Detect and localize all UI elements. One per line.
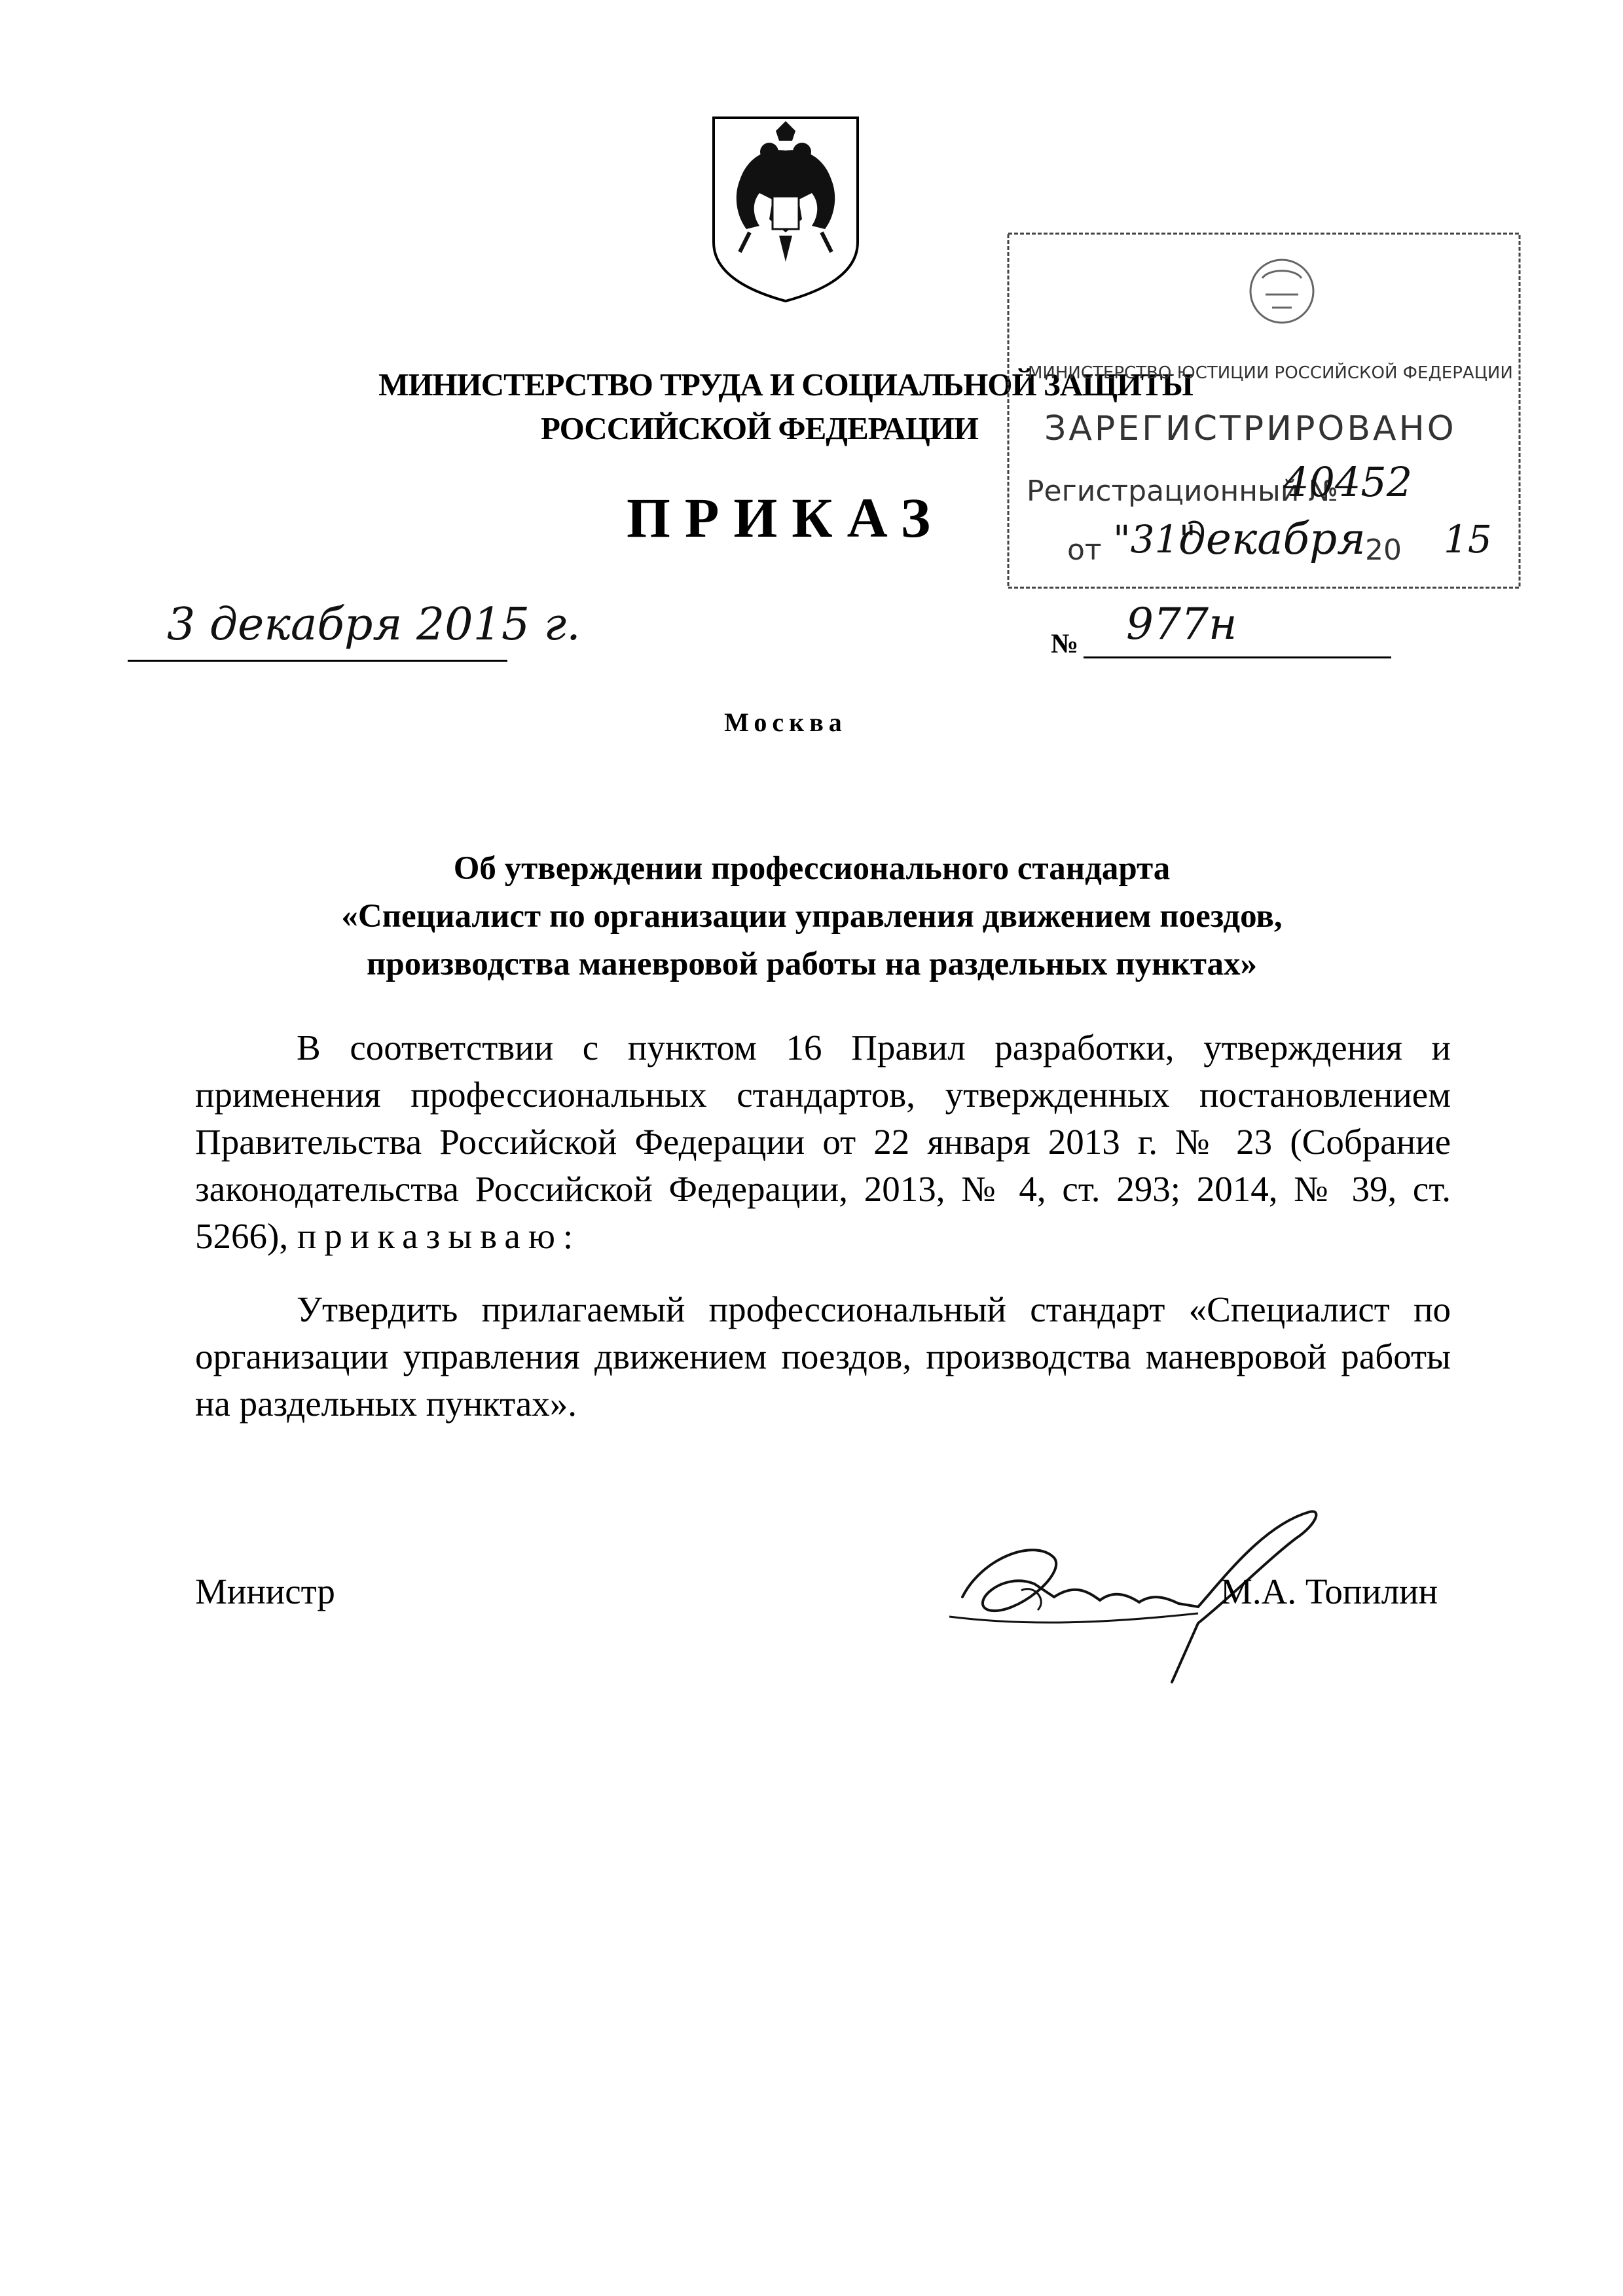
title-line1: Об утверждении профессионального стандарта [453, 850, 1171, 887]
body-paragraph-2 [195, 1286, 1451, 1427]
document-type: ПРИКАЗ [626, 486, 945, 549]
title-line2: «Специалист по организации управления движением поездов, [341, 898, 1283, 935]
stamp-reg-number: 40452 [1283, 458, 1413, 506]
order-number-label: № [1051, 629, 1079, 659]
paragraph-1-text: В соответствии с пунктом 16 Правил разработки, утверждения и применения профессиональных стандартов, утвержденных постановлением Правительства Российской Федерации от 22 января 2013 г. № 23 (Собрание законодательства Российской Федерации, 2013, № 4, ст. 293; 2014, № 39, ст. 5266), [195, 1028, 1451, 1256]
stamp-year-suffix: 15 [1444, 517, 1492, 562]
order-number: 977н [1126, 599, 1237, 649]
signatory-name: М.А. Топилин [1220, 1571, 1438, 1611]
title-line3: производства маневровой работы на раздельных пунктах» [366, 946, 1258, 982]
date-underline [128, 660, 507, 662]
order-date: 3 декабря 2015 г. [167, 599, 581, 651]
stamp-day: "31" [1113, 517, 1197, 562]
stamp-ministry-name: МИНИСТЕРСТВО ЮСТИЦИИ РОССИЙСКОЙ ФЕДЕРАЦИИ [1028, 363, 1513, 383]
signatory-position: Министр [195, 1571, 335, 1611]
stamp-month: декабря [1178, 514, 1366, 564]
city: Москва [724, 708, 847, 737]
paragraph-1-action: приказываю: [297, 1216, 581, 1256]
stamp-reg-label: Регистрационный № [1027, 475, 1339, 508]
number-underline [1084, 656, 1391, 658]
stamp-status: ЗАРЕГИСТРИРОВАНО [1044, 409, 1457, 448]
stamp-year-prefix: 20 [1365, 533, 1402, 567]
stamp-from-label: от [1067, 533, 1102, 567]
ministry-name-line1: МИНИСТЕРСТВО ТРУДА И СОЦИАЛЬНОЙ ЗАЩИТЫ [378, 367, 1193, 403]
ministry-name-line2: РОССИЙСКОЙ ФЕДЕРАЦИИ [540, 410, 979, 446]
coat-of-arms-icon [701, 111, 871, 308]
stamp-eagle-icon [1250, 260, 1313, 323]
body-paragraph-1 [195, 1024, 1451, 1260]
paragraph-2-text: Утвердить прилагаемый профессиональный стандарт «Специалист по организации управления движением поездов, производства маневровой работы на раздельных пунктах». [195, 1289, 1451, 1424]
